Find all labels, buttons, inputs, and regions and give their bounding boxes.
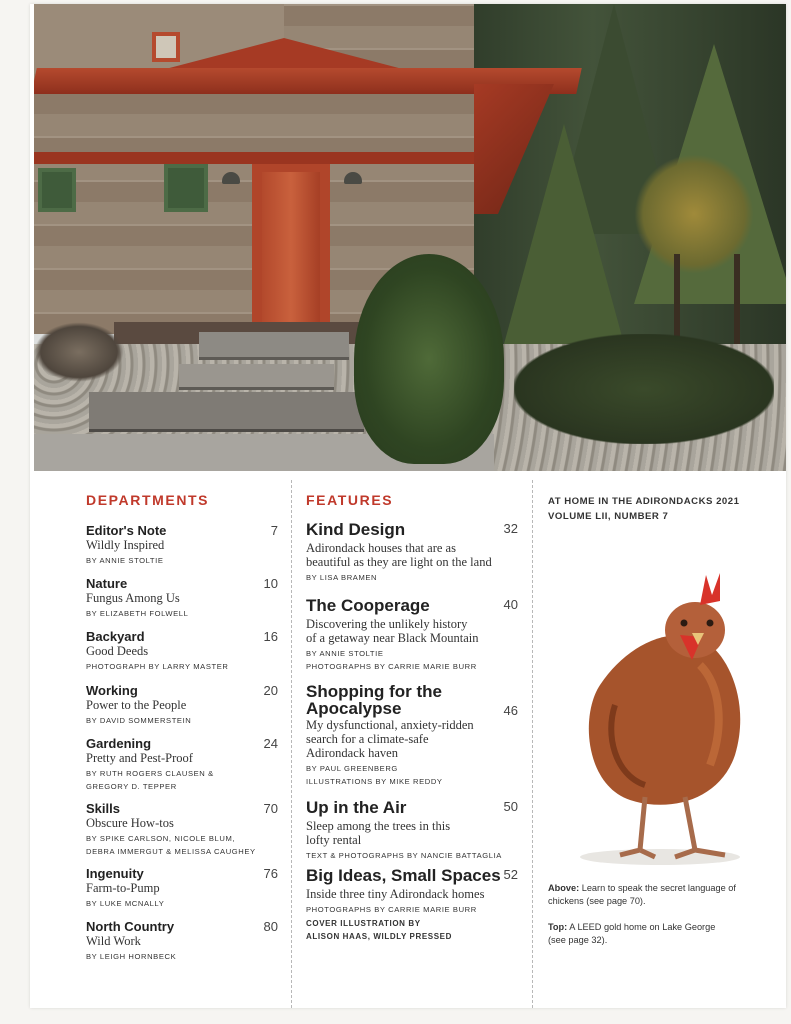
entry-title: Ingenuity [86, 866, 144, 881]
entry-title-cont: Apocalypse [306, 699, 402, 718]
entry-credit: BY LISA BRAMEN [306, 573, 378, 582]
entry-subtitle: Inside three tiny Adirondack homes [306, 887, 485, 901]
cover-credit [306, 917, 452, 943]
department-entry[interactable] [86, 736, 278, 793]
entry-credit: BY RUTH ROGERS CLAUSEN & [86, 769, 214, 778]
entry-subtitle: My dysfunctional, anxiety-ridden [306, 718, 474, 732]
department-entry[interactable] [86, 576, 278, 620]
entry-subtitle: Fungus Among Us [86, 591, 180, 605]
entry-credit: BY LEIGH HORNBECK [86, 952, 177, 961]
cover-credit-line: COVER ILLUSTRATION BY [306, 919, 421, 928]
feature-entry[interactable] [306, 867, 518, 916]
entry-subtitle-cont: of a getaway near Black Mountain [306, 631, 479, 645]
entry-credit: PHOTOGRAPHS BY CARRIE MARIE BURR [306, 905, 477, 914]
cover-credit-line: ALISON HAAS, WILDLY PRESSED [306, 932, 452, 941]
entry-credit: BY ELIZABETH FOLWELL [86, 609, 189, 618]
feature-entry[interactable] [306, 683, 518, 788]
page-number: 52 [503, 867, 518, 882]
page-number: 80 [263, 919, 278, 934]
page-number: 70 [263, 801, 278, 816]
caption-text: A LEED gold home on Lake George [569, 922, 716, 932]
entry-subtitle-cont: beautiful as they are light on the land [306, 555, 492, 569]
entry-title: North Country [86, 919, 175, 934]
entry-subtitle-cont: search for a climate-safe [306, 732, 429, 746]
department-entry[interactable] [86, 629, 278, 673]
page-number: 46 [503, 703, 518, 718]
entry-title: Shopping for the [306, 682, 442, 701]
entry-subtitle-cont: lofty rental [306, 833, 362, 847]
caption-text-cont: (see page 32). [548, 935, 608, 945]
porch-lamp [344, 172, 362, 184]
red-gable [154, 38, 414, 72]
chicken-comb [700, 573, 720, 605]
magazine-issue: AT HOME IN THE ADIRONDACKS 2021 [548, 496, 740, 507]
column-divider [291, 480, 292, 1008]
middle-window [164, 164, 208, 212]
features-heading: FEATURES [306, 492, 394, 508]
entry-subtitle: Obscure How-tos [86, 816, 174, 830]
porch-beam [34, 152, 474, 164]
entry-subtitle: Sleep among the trees in this [306, 819, 451, 833]
department-entry[interactable] [86, 801, 278, 858]
feature-entry[interactable] [306, 799, 518, 862]
caption-above [548, 882, 758, 908]
caption-label: Top: [548, 922, 568, 932]
entry-title: Up in the Air [306, 798, 407, 817]
entry-credit: TEXT & PHOTOGRAPHS BY NANCIE BATTAGLIA [306, 851, 502, 860]
entry-subtitle: Wildly Inspired [86, 538, 165, 552]
left-window [38, 168, 76, 212]
page-number: 24 [263, 736, 278, 751]
page-number: 32 [503, 521, 518, 536]
entry-credit-cont: DEBRA IMMERGUT & MELISSA CAUGHEY [86, 847, 256, 856]
entry-subtitle: Wild Work [86, 934, 141, 948]
entry-title: Nature [86, 576, 128, 591]
entry-title: Editor's Note [86, 523, 167, 538]
issue-info [548, 494, 739, 524]
stone-step [89, 392, 364, 432]
page-number: 10 [263, 576, 278, 591]
chicken-left-leg [620, 797, 655, 857]
driftwood [34, 322, 124, 382]
entry-credit: PHOTOGRAPH BY LARRY MASTER [86, 662, 229, 671]
entry-credit: BY ANNIE STOLTIE [86, 556, 164, 565]
caption-text-cont: chickens (see page 70). [548, 896, 646, 906]
hero-photo-lakeside-house [34, 4, 786, 471]
entry-credit: BY SPIKE CARLSON, NICOLE BLUM, [86, 834, 236, 843]
department-entry[interactable] [86, 523, 278, 567]
entry-title: Skills [86, 801, 120, 816]
porch-lamp [222, 172, 240, 184]
stone-step [199, 332, 349, 360]
stone-step [179, 364, 334, 390]
entry-subtitle-cont: Adirondack haven [306, 746, 398, 760]
department-entry[interactable] [86, 919, 278, 963]
chicken-right-leg [675, 797, 725, 857]
entry-title: Big Ideas, Small Spaces [306, 866, 501, 885]
entry-title: Gardening [86, 736, 152, 751]
column-divider [532, 480, 533, 1008]
page-number: 20 [263, 683, 278, 698]
entry-subtitle: Adirondack houses that are as [306, 541, 456, 555]
entry-subtitle: Power to the People [86, 698, 187, 712]
entry-subtitle: Farm-to-Pump [86, 881, 160, 895]
department-entry[interactable] [86, 683, 278, 727]
page-number: 50 [503, 799, 518, 814]
entry-credit: BY LUKE MCNALLY [86, 899, 165, 908]
entry-credit: BY ANNIE STOLTIE [306, 649, 384, 658]
chicken-eye [681, 620, 688, 627]
caption-text: Learn to speak the secret language of [581, 883, 736, 893]
caption-label: Above: [548, 883, 580, 893]
feature-entry[interactable] [306, 597, 518, 673]
entry-credit-cont: GREGORY D. TEPPER [86, 782, 177, 791]
evergreen-shrub [354, 254, 504, 464]
red-door [262, 172, 320, 322]
entry-title: Kind Design [306, 520, 406, 539]
entry-subtitle: Good Deeds [86, 644, 149, 658]
feature-entry[interactable] [306, 521, 518, 584]
chicken-eye [707, 620, 714, 627]
entry-credit-cont: ILLUSTRATIONS BY MIKE REDDY [306, 777, 443, 786]
department-entry[interactable] [86, 866, 278, 910]
entry-credit-cont: PHOTOGRAPHS BY CARRIE MARIE BURR [306, 662, 477, 671]
entry-credit: BY DAVID SOMMERSTEIN [86, 716, 192, 725]
entry-subtitle: Pretty and Pest-Proof [86, 751, 193, 765]
entry-subtitle: Discovering the unlikely history [306, 617, 468, 631]
page-number: 7 [270, 523, 278, 538]
entry-title: Backyard [86, 629, 145, 644]
entry-credit: BY PAUL GREENBERG [306, 764, 398, 773]
departments-heading: DEPARTMENTS [86, 492, 210, 508]
chicken-photo [560, 565, 760, 865]
entry-title: Working [86, 683, 138, 698]
shrubbery [514, 334, 774, 444]
caption-top [548, 921, 758, 947]
page-number: 76 [263, 866, 278, 881]
entry-title: The Cooperage [306, 596, 430, 615]
volume-number: VOLUME LII, NUMBER 7 [548, 511, 669, 522]
page-number: 16 [263, 629, 278, 644]
page-number: 40 [503, 597, 518, 612]
